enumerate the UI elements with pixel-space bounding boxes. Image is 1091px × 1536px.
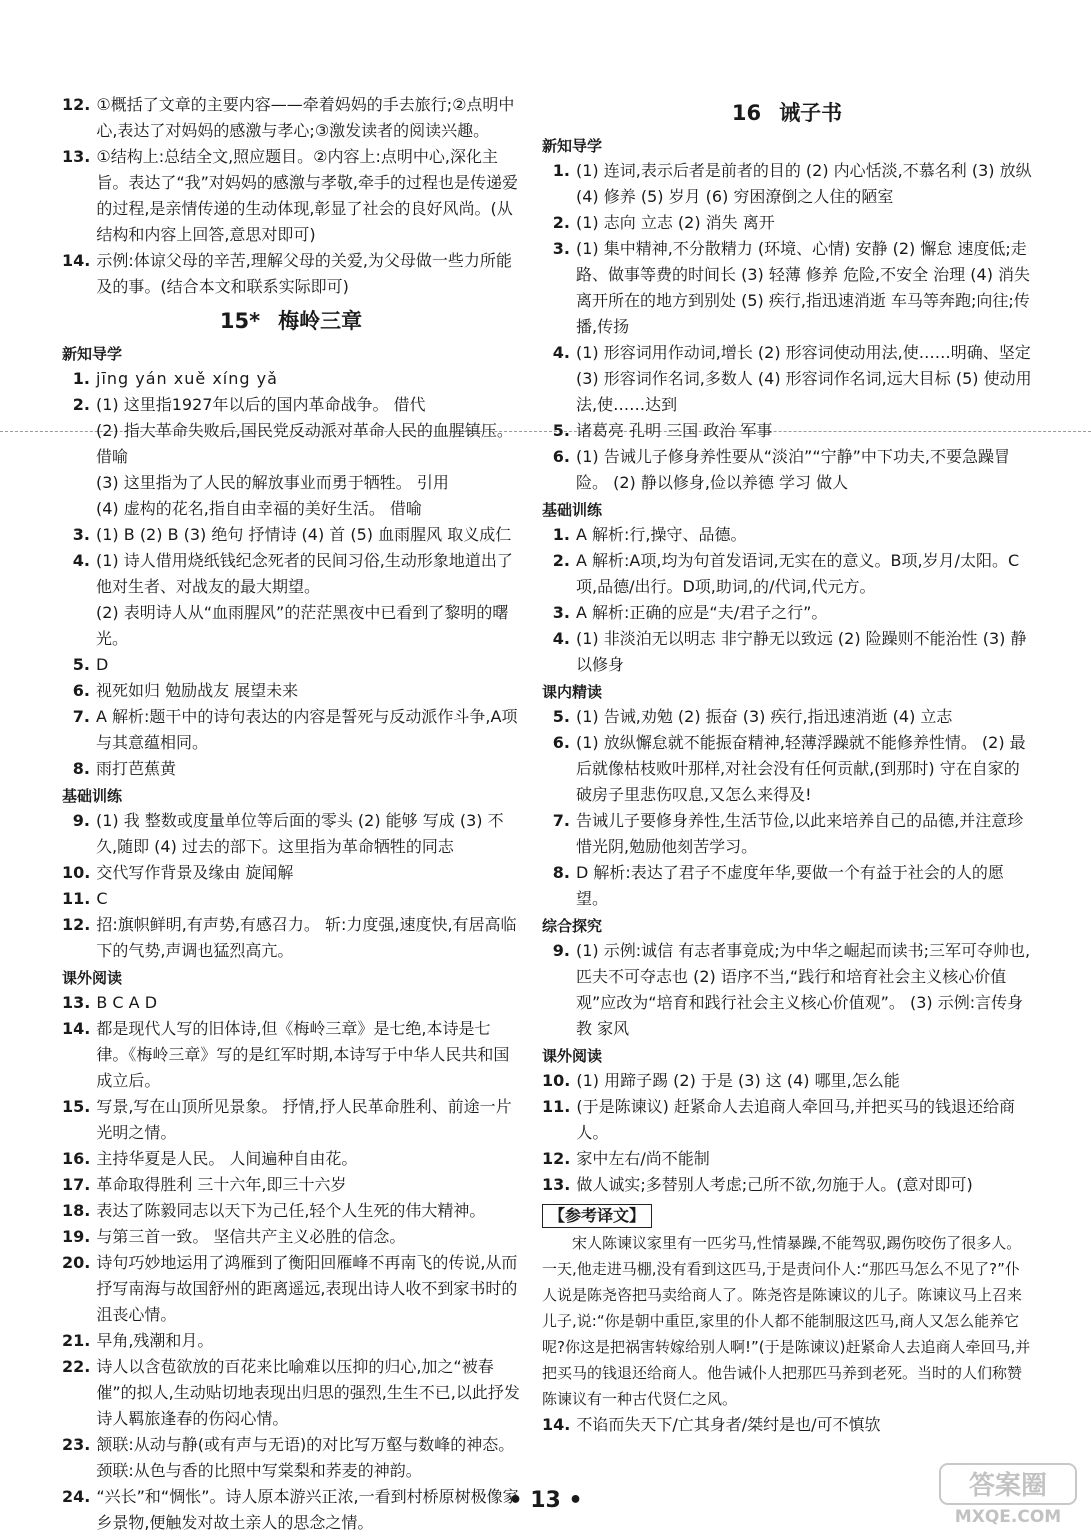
item-line: ①结构上:总结全文,照应题目。②内容上:点明中心,深化主旨。表达了“我”对妈妈的感激与孝敬,牵手的过程也是传递爱的过程,是亲情传递的生动体现,彰显了社会的良好风尚。(从结构和内容上回答,意思对即可) (96, 147, 519, 244)
item-number: 3. (552, 239, 570, 258)
answer-item (62, 1328, 520, 1354)
lesson-name: 诫子书 (779, 101, 843, 125)
answer-item (542, 730, 1032, 808)
answer-item (542, 340, 1032, 418)
item-number: 1. (552, 525, 570, 544)
left-column (62, 92, 520, 1536)
item-line: (1) 我 整数或度量单位等后面的零头 (2) 能够 写成 (3) 不久,随即 (4) 过去的部下。这里指为革命牺牲的同志 (96, 811, 504, 856)
section-heading: 新知导学 (542, 137, 603, 155)
item-number: 5. (72, 655, 90, 674)
watermark-title: 答案圈 (968, 1471, 1048, 1501)
item-text (96, 1198, 520, 1224)
item-number: 1. (552, 161, 570, 180)
item-line: (4) 虚构的花名,指自由幸福的美好生活。 借喻 (96, 499, 422, 518)
answer-item (62, 990, 520, 1016)
item-text (96, 678, 520, 704)
item-text (96, 366, 520, 392)
item-number: 24. (62, 1487, 91, 1506)
answer-item (62, 678, 520, 704)
item-number: 9. (72, 811, 90, 830)
item-number: 11. (542, 1097, 571, 1116)
watermark-logo (938, 1462, 1078, 1528)
item-line: (2) 表明诗人从“血雨腥风”的茫茫黑夜中已看到了黎明的曙光。 (96, 603, 509, 648)
item-text (96, 652, 520, 678)
item-line: (于是陈谏议) 赶紧命人去追商人牵回马,并把买马的钱退还给商人。 (576, 1097, 1016, 1142)
item-text (96, 248, 520, 300)
section-heading: 课外阅读 (542, 1047, 603, 1065)
item-number: 22. (62, 1357, 91, 1376)
answer-item (542, 1172, 1032, 1198)
item-line: (1) 集中精神,不分散精力 (环境、心情) 安静 (2) 懈怠 速度低;走路、做事等费的时间长 (3) 轻薄 修养 危险,不安全 治理 (4) 消失 离开所在的地方到别处 (5) 疾行,指迅速消逝 车马等奔跑;向往;传播,传扬 (576, 239, 1031, 336)
item-line: 交代写作背景及缘由 旋闻解 (96, 863, 294, 882)
answer-item (542, 860, 1032, 912)
answer-item (542, 236, 1032, 340)
answer-item (62, 1146, 520, 1172)
item-text (96, 886, 520, 912)
item-number: 5. (552, 707, 570, 726)
answer-item (62, 652, 520, 678)
answer-item (542, 808, 1032, 860)
item-number: 2. (72, 395, 90, 414)
item-number: 10. (542, 1071, 571, 1090)
item-number: 10. (62, 863, 91, 882)
item-text (576, 1068, 1032, 1094)
item-line: jīng yán xuě xíng yǎ (96, 369, 278, 388)
item-line: (3) 这里指为了人民的解放事业而勇于牺牲。 引用 (96, 473, 449, 492)
item-text (576, 938, 1032, 1042)
answer-item (542, 210, 1032, 236)
item-text (576, 418, 1032, 444)
item-text (96, 1354, 520, 1432)
item-number: 21. (62, 1331, 91, 1350)
translation-heading: 【参考译文】 (542, 1204, 652, 1228)
item-text (96, 990, 520, 1016)
item-number: 1. (72, 369, 90, 388)
item-number: 17. (62, 1175, 91, 1194)
item-text (96, 1250, 520, 1328)
item-text (96, 704, 520, 756)
item-number: 13. (542, 1175, 571, 1194)
item-number: 9. (552, 941, 570, 960)
item-text (576, 210, 1032, 236)
answer-item (62, 1354, 520, 1432)
item-line: D 解析:表达了君子不虚度年华,要做一个有益于社会的人的愿望。 (576, 863, 1004, 908)
item-number: 14. (62, 251, 91, 270)
item-text (576, 444, 1032, 496)
item-line: (2) 指大革命失败后,国民党反动派对革命人民的血腥镇压。 借喻 (96, 421, 513, 466)
item-number: 12. (542, 1149, 571, 1168)
item-line: 革命取得胜利 三十六年,即三十六岁 (96, 1175, 347, 1194)
item-text (576, 730, 1032, 808)
item-number: 4. (72, 551, 90, 570)
item-line: (1) 非淡泊无以明志 非宁静无以致远 (2) 险躁则不能治性 (3) 静以修身 (576, 629, 1027, 674)
item-number: 4. (552, 343, 570, 362)
answer-item (542, 1146, 1032, 1172)
item-line: (1) 用蹄子踢 (2) 于是 (3) 这 (4) 哪里,怎么能 (576, 1071, 900, 1090)
item-number: 7. (552, 811, 570, 830)
item-text (96, 1016, 520, 1094)
item-number: 3. (552, 603, 570, 622)
answer-item (542, 158, 1032, 210)
item-line: A 解析:正确的应是“夫/君子之行”。 (576, 603, 828, 622)
section-heading: 基础训练 (62, 787, 123, 805)
item-number: 2. (552, 551, 570, 570)
item-number: 23. (62, 1435, 91, 1454)
item-line: 主持华夏是人民。 人间遍种自由花。 (96, 1149, 358, 1168)
answer-item (62, 704, 520, 756)
section-heading: 课内精读 (542, 683, 603, 701)
item-line: 早角,残潮和月。 (96, 1331, 214, 1350)
section-heading: 课外阅读 (62, 969, 123, 987)
answer-item (62, 392, 520, 522)
answer-item (542, 444, 1032, 496)
answer-item (542, 600, 1032, 626)
item-line: 雨打芭蕉黄 (96, 759, 177, 778)
watermark-url: MXQE.COM (954, 1507, 1062, 1527)
answer-item (542, 418, 1032, 444)
item-text (96, 808, 520, 860)
item-text (576, 340, 1032, 418)
item-line: ①概括了文章的主要内容——牵着妈妈的手去旅行;②点明中心,表达了对妈妈的感激与孝心;③激发读者的阅读兴趣。 (96, 95, 515, 140)
answer-item (542, 1094, 1032, 1146)
item-line: (1) 形容词用作动词,增长 (2) 形容词使动用法,使……明确、坚定 (3) 形容词作名词,多数人 (4) 形容词作名词,远大目标 (5) 使动用法,使……达到 (576, 343, 1032, 414)
item-line: (1) 志向 立志 (2) 消失 离开 (576, 213, 775, 232)
lesson-title (542, 96, 1032, 130)
item-text (96, 1328, 520, 1354)
item-text (576, 158, 1032, 210)
item-text (576, 1146, 1032, 1172)
item-line: 告诫儿子要修身养性,生活节俭,以此来培养自己的品德,并注意珍惜光阴,勉励他刻苦学习。 (576, 811, 1024, 856)
item-line: 做人诚实;多替别人考虑;己所不欲,勿施于人。(意对即可) (576, 1175, 973, 1194)
item-line: 与第三首一致。 坚信共产主义必胜的信念。 (96, 1227, 406, 1246)
item-text (576, 522, 1032, 548)
item-number: 2. (552, 213, 570, 232)
answer-item (62, 1250, 520, 1328)
answer-item (62, 1224, 520, 1250)
item-line: 示例:体谅父母的辛苦,理解父母的关爱,为父母做一些力所能及的事。(结合本文和联系实际即可) (96, 251, 512, 296)
answer-item (542, 938, 1032, 1042)
answer-item (542, 1068, 1032, 1094)
item-text (576, 808, 1032, 860)
item-line: 视死如归 勉励战友 展望未来 (96, 681, 299, 700)
item-number: 3. (72, 525, 90, 544)
item-line: A 解析:行,操守、品德。 (576, 525, 747, 544)
item-line: 诗句巧妙地运用了鸿雁到了衡阳回雁峰不再南飞的传说,从而抒写南海与故国舒州的距离遥远,表现出诗人收不到家书时的沮丧心情。 (96, 1253, 518, 1324)
item-number: 12. (62, 915, 91, 934)
item-number: 14. (62, 1019, 91, 1038)
item-line: 表达了陈毅同志以天下为己任,轻个人生死的伟大精神。 (96, 1201, 486, 1220)
item-number: 7. (72, 707, 90, 726)
item-text (96, 756, 520, 782)
answer-item (62, 1094, 520, 1146)
item-line: (1) 这里指1927年以后的国内革命战争。 借代 (96, 395, 426, 414)
answer-item (62, 366, 520, 392)
item-text (96, 392, 520, 522)
item-text (576, 704, 1032, 730)
answer-item (62, 886, 520, 912)
item-line: (1) 示例:诚信 有志者事竟成;为中华之崛起而读书;三军可夺帅也,匹夫不可夺志也 (2) 语序不当,“践行和培育社会主义核心价值观”应改为“培育和践行社会主义核心价值观”。 (3) 示例:言传身教 家风 (576, 941, 1031, 1038)
answer-item (62, 808, 520, 860)
item-number: 12. (62, 95, 91, 114)
item-text (96, 1432, 520, 1484)
answer-item (542, 522, 1032, 548)
answer-item (62, 92, 520, 144)
section-heading: 综合探究 (542, 917, 603, 935)
item-text (96, 548, 520, 652)
item-text (576, 626, 1032, 678)
item-line: 写景,写在山顶所见景象。 抒情,抒人民革命胜利、前途一片光明之情。 (96, 1097, 512, 1142)
item-text (576, 860, 1032, 912)
answer-item (62, 1432, 520, 1484)
answer-item (62, 1198, 520, 1224)
item-line: C (96, 889, 108, 908)
item-number: 15. (62, 1097, 91, 1116)
item-line: 不谄而失天下/亡其身者/桀纣是也/可不慎欤 (576, 1415, 881, 1434)
item-line: 招:旗帜鲜明,有声势,有感召力。 斩:力度强,速度快,有居高临下的气势,声调也猛烈高亢。 (96, 915, 517, 960)
item-line: (1) 放纵懈怠就不能振奋精神,轻薄浮躁就不能修养性情。 (2) 最后就像枯枝败叶那样,对社会没有任何贡献,(到那时) 守在自家的破房子里悲伤叹息,又怎么来得及! (576, 733, 1026, 804)
item-line: 都是现代人写的旧体诗,但《梅岭三章》是七绝,本诗是七律。《梅岭三章》写的是红军时期,本诗写于中华人民共和国成立后。 (96, 1019, 510, 1090)
answer-item (62, 548, 520, 652)
item-number: 6. (552, 733, 570, 752)
answer-item (542, 626, 1032, 678)
item-text (96, 1172, 520, 1198)
item-text (96, 144, 520, 248)
item-number: 13. (62, 993, 91, 1012)
item-number: 14. (542, 1415, 571, 1434)
answer-item (542, 704, 1032, 730)
item-line: A 解析:题干中的诗句表达的内容是誓死与反动派作斗争,A项与其意蕴相同。 (96, 707, 518, 752)
item-line: B C A D (96, 993, 158, 1012)
answer-item (62, 912, 520, 964)
item-number: 11. (62, 889, 91, 908)
item-line: 家中左右/尚不能制 (576, 1149, 710, 1168)
item-text (96, 522, 520, 548)
section-heading: 新知导学 (62, 345, 123, 363)
item-number: 8. (552, 863, 570, 882)
item-number: 16. (62, 1149, 91, 1168)
item-line: A 解析:A项,均为句首发语词,无实在的意义。B项,岁月/太阳。C项,品德/出行。D项,助词,的/代词,代元方。 (576, 551, 1020, 596)
item-line: (1) 告诫儿子修身养性要从“淡泊”“宁静”中下功夫,不要急躁冒险。 (2) 静以修身,俭以养德 学习 做人 (576, 447, 1010, 492)
item-text (96, 1094, 520, 1146)
answer-item (62, 1172, 520, 1198)
item-line: (1) 连词,表示后者是前者的目的 (2) 内心恬淡,不慕名利 (3) 放纵 (4) 修养 (5) 岁月 (6) 穷困潦倒之人住的陋室 (576, 161, 1032, 206)
item-number: 6. (72, 681, 90, 700)
item-line: 诸葛亮 孔明 三国 政治 军事 (576, 421, 773, 440)
item-number: 13. (62, 147, 91, 166)
item-line: 诗人以含苞欲放的百花来比喻难以压抑的归心,加之“被春催”的拟人,生动贴切地表现出归思的强烈,生生不已,以此抒发诗人羁旅逢春的伤闷心情。 (96, 1357, 520, 1428)
right-column (542, 92, 1032, 1438)
item-line: (1) 诗人借用烧纸钱纪念死者的民间习俗,生动形象地道出了他对生者、对战友的最大期望。 (96, 551, 513, 596)
lesson-title (62, 304, 520, 338)
item-text (576, 236, 1032, 340)
item-line: “兴长”和“惆怅”。诗人原本游兴正浓,一看到村桥原树极像家乡景物,便触发对故土亲人的思念之情。 (96, 1487, 519, 1532)
item-line: 颔联:从动与静(或有声与无语)的对比写万壑与数峰的神态。颈联:从色与香的比照中写棠梨和荞麦的神韵。 (96, 1435, 515, 1480)
answer-item (542, 1412, 1032, 1438)
answer-item (62, 756, 520, 782)
item-number: 6. (552, 447, 570, 466)
item-number: 5. (552, 421, 570, 440)
item-text (576, 1172, 1032, 1198)
page-number: • 13 • (508, 1488, 583, 1513)
item-text (96, 1146, 520, 1172)
item-text (96, 860, 520, 886)
answer-item (62, 144, 520, 248)
item-number: 18. (62, 1201, 91, 1220)
item-line: (1) B (2) B (3) 绝句 抒情诗 (4) 首 (5) 血雨腥风 取义成仁 (96, 525, 512, 544)
item-number: 4. (552, 629, 570, 648)
answer-item (62, 1016, 520, 1094)
item-number: 8. (72, 759, 90, 778)
lesson-number: 15* (219, 309, 261, 333)
item-text (576, 600, 1032, 626)
item-text (96, 92, 520, 144)
item-number: 20. (62, 1253, 91, 1272)
item-text (96, 1224, 520, 1250)
item-text (576, 1094, 1032, 1146)
item-number: 19. (62, 1227, 91, 1246)
item-line: D (96, 655, 109, 674)
item-text (576, 548, 1032, 600)
answer-item (62, 522, 520, 548)
translation-body: 宋人陈谏议家里有一匹劣马,性情暴躁,不能驾驭,踢伤咬伤了很多人。一天,他走进马棚,没有看到这匹马,于是责问仆人:“那匹马怎么不见了?”仆人说是陈尧咨把马卖给商人了。陈尧咨是陈谏议的儿子。陈谏议马上召来儿子,说:“你是朝中重臣,家里的仆人都不能制服这匹马,商人又怎么能养它呢?你这是把祸害转嫁给别人啊!”(于是陈谏议)赶紧命人去追商人牵回马,并把买马的钱退还给商人。他告诫仆人把那匹马养到老死。当时的人们称赞陈谏议有一种古代贤仁之风。 (542, 1234, 1031, 1408)
item-line: (1) 告诫,劝勉 (2) 振奋 (3) 疾行,指迅速消逝 (4) 立志 (576, 707, 953, 726)
item-text (96, 912, 520, 964)
section-heading: 基础训练 (542, 501, 603, 519)
answer-item (542, 548, 1032, 600)
lesson-name: 梅岭三章 (278, 309, 363, 333)
answer-item (62, 248, 520, 300)
item-text (576, 1412, 1032, 1438)
answer-item (62, 860, 520, 886)
lesson-number: 16 (731, 101, 762, 125)
